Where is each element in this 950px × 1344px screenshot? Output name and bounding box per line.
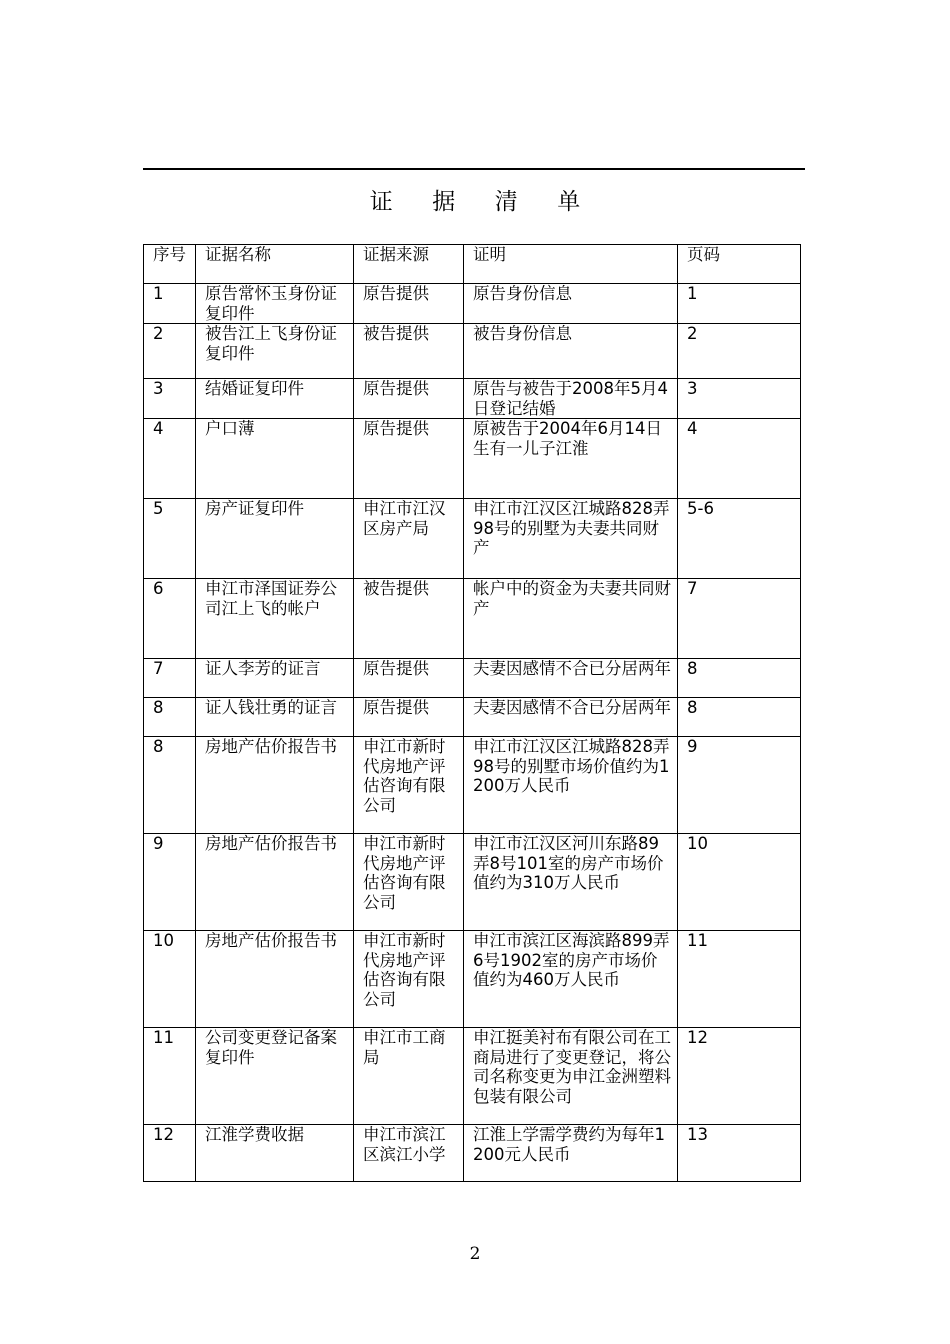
cell-evidence-source: 申江市工商局: [354, 1028, 464, 1125]
cell-index: 2: [144, 324, 196, 379]
header-page: 页码: [678, 245, 801, 284]
cell-page: 4: [678, 419, 801, 499]
cell-proof: 夫妻因感情不合已分居两年: [464, 659, 678, 698]
cell-evidence-source: 申江市新时代房地产评估咨询有限公司: [354, 834, 464, 931]
cell-page: 8: [678, 698, 801, 737]
cell-evidence-source: 申江市江汉区房产局: [354, 499, 464, 579]
cell-proof: 申江挺美衬布有限公司在工商局进行了变更登记，将公司名称变更为申江金洲塑料包装有限公司: [464, 1028, 678, 1125]
table-row: [144, 419, 801, 499]
table-row: [144, 931, 801, 1028]
cell-proof: 申江市滨江区海滨路899弄6号1902室的房产市场价值约为460万人民币: [464, 931, 678, 1028]
table-row: [144, 579, 801, 659]
cell-page: 13: [678, 1125, 801, 1182]
header-index: 序号: [144, 245, 196, 284]
table-row: [144, 737, 801, 834]
table-row: [144, 324, 801, 379]
cell-proof: 夫妻因感情不合已分居两年: [464, 698, 678, 737]
cell-page: 5-6: [678, 499, 801, 579]
page-number: 2: [469, 1244, 481, 1264]
cell-page: 1: [678, 284, 801, 324]
cell-index: 10: [144, 931, 196, 1028]
cell-evidence-source: 被告提供: [354, 324, 464, 379]
cell-evidence-name: 证人钱壮勇的证言: [196, 698, 354, 737]
cell-proof: 江淮上学需学费约为每年1200元人民币: [464, 1125, 678, 1182]
cell-evidence-name: 房地产估价报告书: [196, 834, 354, 931]
cell-index: 7: [144, 659, 196, 698]
cell-evidence-name: 房地产估价报告书: [196, 931, 354, 1028]
cell-evidence-name: 结婚证复印件: [196, 379, 354, 419]
cell-page: 7: [678, 579, 801, 659]
cell-evidence-source: 原告提供: [354, 379, 464, 419]
cell-evidence-name: 房产证复印件: [196, 499, 354, 579]
cell-evidence-name: 原告常怀玉身份证复印件: [196, 284, 354, 324]
cell-evidence-name: 申江市泽国证券公司江上飞的帐户: [196, 579, 354, 659]
table-row: [144, 1125, 801, 1182]
cell-proof: 原被告于2004年6月14日生有一儿子江淮: [464, 419, 678, 499]
cell-index: 8: [144, 737, 196, 834]
table-row: [144, 834, 801, 931]
table-row: [144, 284, 801, 324]
cell-evidence-source: 原告提供: [354, 419, 464, 499]
cell-evidence-source: 原告提供: [354, 659, 464, 698]
cell-proof: 原告与被告于2008年5月4日登记结婚: [464, 379, 678, 419]
header-rule: [143, 168, 805, 170]
cell-page: 9: [678, 737, 801, 834]
table-row: [144, 499, 801, 579]
cell-proof: 帐户中的资金为夫妻共同财产: [464, 579, 678, 659]
table-row: [144, 698, 801, 737]
cell-index: 9: [144, 834, 196, 931]
cell-page: 12: [678, 1028, 801, 1125]
cell-evidence-source: 申江市新时代房地产评估咨询有限公司: [354, 931, 464, 1028]
cell-evidence-source: 被告提供: [354, 579, 464, 659]
cell-index: 1: [144, 284, 196, 324]
cell-proof: 申江市江汉区河川东路89弄8号101室的房产市场价值约为310万人民币: [464, 834, 678, 931]
cell-evidence-source: 原告提供: [354, 284, 464, 324]
cell-index: 8: [144, 698, 196, 737]
cell-evidence-name: 被告江上飞身份证复印件: [196, 324, 354, 379]
header-proof: 证明: [464, 245, 678, 284]
cell-evidence-source: 申江市滨江区滨江小学: [354, 1125, 464, 1182]
header-evidence-source: 证据来源: [354, 245, 464, 284]
table-row: [144, 379, 801, 419]
cell-proof: 被告身份信息: [464, 324, 678, 379]
table-row: [144, 659, 801, 698]
cell-index: 11: [144, 1028, 196, 1125]
table-row: [144, 1028, 801, 1125]
cell-index: 4: [144, 419, 196, 499]
cell-evidence-name: 户口薄: [196, 419, 354, 499]
cell-page: 11: [678, 931, 801, 1028]
cell-evidence-name: 房地产估价报告书: [196, 737, 354, 834]
header-evidence-name: 证据名称: [196, 245, 354, 284]
cell-index: 3: [144, 379, 196, 419]
cell-page: 8: [678, 659, 801, 698]
document-title: 证 据 清 单: [369, 189, 597, 215]
cell-page: 3: [678, 379, 801, 419]
cell-proof: 申江市江汉区江城路828弄98号的别墅市场价值约为1200万人民币: [464, 737, 678, 834]
cell-index: 12: [144, 1125, 196, 1182]
cell-index: 6: [144, 579, 196, 659]
cell-evidence-source: 申江市新时代房地产评估咨询有限公司: [354, 737, 464, 834]
cell-index: 5: [144, 499, 196, 579]
cell-evidence-name: 公司变更登记备案复印件: [196, 1028, 354, 1125]
cell-page: 10: [678, 834, 801, 931]
cell-proof: 申江市江汉区江城路828弄98号的别墅为夫妻共同财产: [464, 499, 678, 579]
cell-evidence-name: 证人李芳的证言: [196, 659, 354, 698]
evidence-table: [143, 244, 801, 1182]
cell-proof: 原告身份信息: [464, 284, 678, 324]
cell-evidence-source: 原告提供: [354, 698, 464, 737]
cell-evidence-name: 江淮学费收据: [196, 1125, 354, 1182]
table-header-row: [144, 245, 801, 284]
cell-page: 2: [678, 324, 801, 379]
